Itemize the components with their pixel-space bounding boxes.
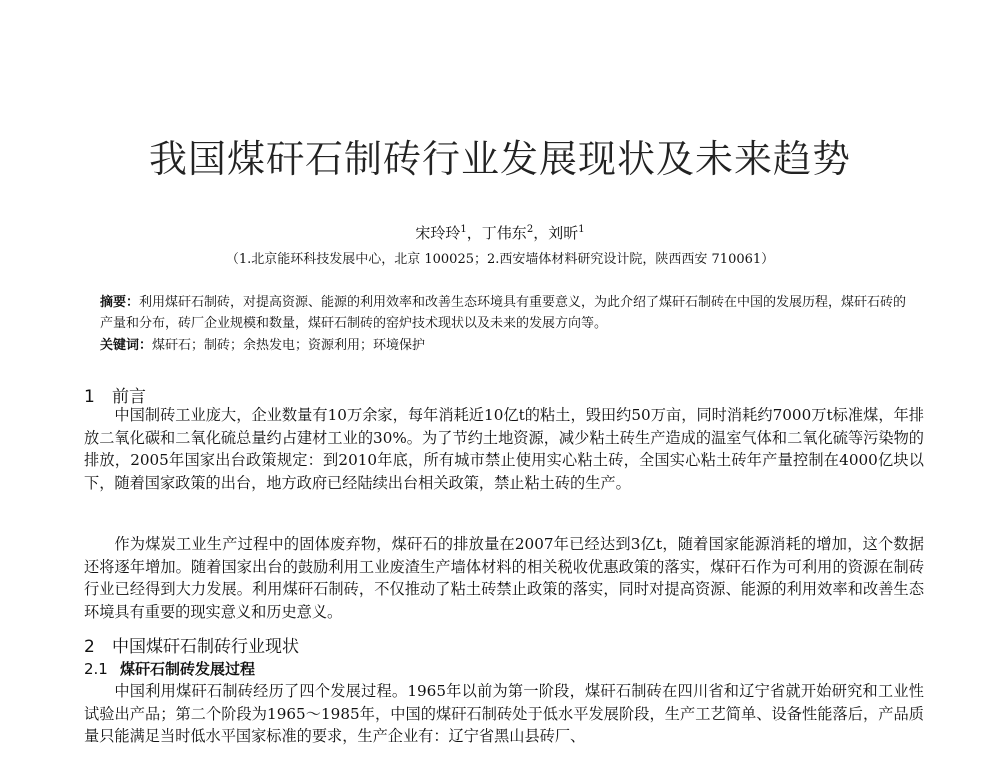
subsection-number: 2.1 <box>84 660 108 678</box>
paper-title: 我国煤矸石制砖行业发展现状及未来趋势 <box>148 137 851 181</box>
subsection-heading-2-1 <box>84 658 255 679</box>
section-title: 中国煤矸石制砖行业现状 <box>112 637 299 657</box>
author-line <box>0 222 1000 243</box>
keywords-label: 关键词： <box>100 338 153 353</box>
section-title: 前言 <box>112 387 146 407</box>
affiliation-line: （1.北京能环科技发展中心，北京 100025；2.西安墙体材料研究设计院，陕西西安 710061） <box>225 252 775 267</box>
paragraph-1: 中国制砖工业庞大，企业数量有10万余家，每年消耗近10亿t的粘土，毁田约50万亩，同时消耗约7000万t标准煤，年排放二氧化碳和二氧化硫总量约占建材工业的30%。为了节约土地资源，减少粘土砖生产造成的温室气体和二氧化硫等污染物的排放，2005年国家出台政策规定：到2010年底，所有城市禁止使用实心粘土砖，全国实心粘土砖年产量控制在4000亿块以下，随着国家政策的出台，地方政府已经陆续出台相关政策，禁止粘土砖的生产。 <box>84 406 924 492</box>
subsection-title: 煤矸石制砖发展过程 <box>120 660 256 678</box>
paragraph-2: 作为煤炭工业生产过程中的固体废弃物，煤矸石的排放量在2007年已经达到3亿t，随着国家能源消耗的增加，这个数据还将逐年增加。随着国家出台的鼓励利用工业废渣生产墙体材料的相关税收优惠政策的落实，煤矸石作为可利用的资源在制砖行业已经得到大力发展。利用煤矸石制砖，不仅推动了粘土砖禁止政策的落实，同时对提高资源、能源的利用效率和改善生态环境具有重要的现实意义和历史意义。 <box>84 535 924 621</box>
abstract-label: 摘要： <box>100 295 140 310</box>
author-name: 丁伟东 <box>481 224 527 242</box>
abstract <box>100 292 915 334</box>
section-number: 1 <box>84 387 95 407</box>
paragraph-3: 中国利用煤矸石制砖经历了四个发展过程。1965年以前为第一阶段，煤矸石制砖在四川省和辽宁省就开始研究和工业性试验出产品；第二个阶段为1965～1985年，中国的煤矸石制砖处于低水平发展阶段，生产工艺简单、设备性能落后，产品质量只能满足当时低水平国家标准的要求，生产企业有：辽宁省黑山县砖厂、 <box>84 682 924 745</box>
section-number: 2 <box>84 637 95 657</box>
author-separator: ， <box>466 224 482 242</box>
author-name: 宋玲玲 <box>415 224 461 242</box>
author-separator: ， <box>533 224 549 242</box>
abstract-text: 利用煤矸石制砖，对提高资源、能源的利用效率和改善生态环境具有重要意义，为此介绍了煤矸石制砖在中国的发展历程，煤矸石砖的产量和分布，砖厂企业规模和数量，煤矸石制砖的窑炉技术现状以及未来的发展方向等。 <box>100 295 907 331</box>
section-heading-2 <box>84 632 299 657</box>
keywords-text: 煤矸石；制砖；余热发电；资源利用；环境保护 <box>152 338 426 353</box>
affiliation-mark: 1 <box>460 224 467 235</box>
author-name: 刘昕 <box>548 224 579 242</box>
affiliation-mark: 1 <box>578 224 585 235</box>
affiliation-mark: 2 <box>526 224 534 235</box>
keywords <box>100 334 915 353</box>
